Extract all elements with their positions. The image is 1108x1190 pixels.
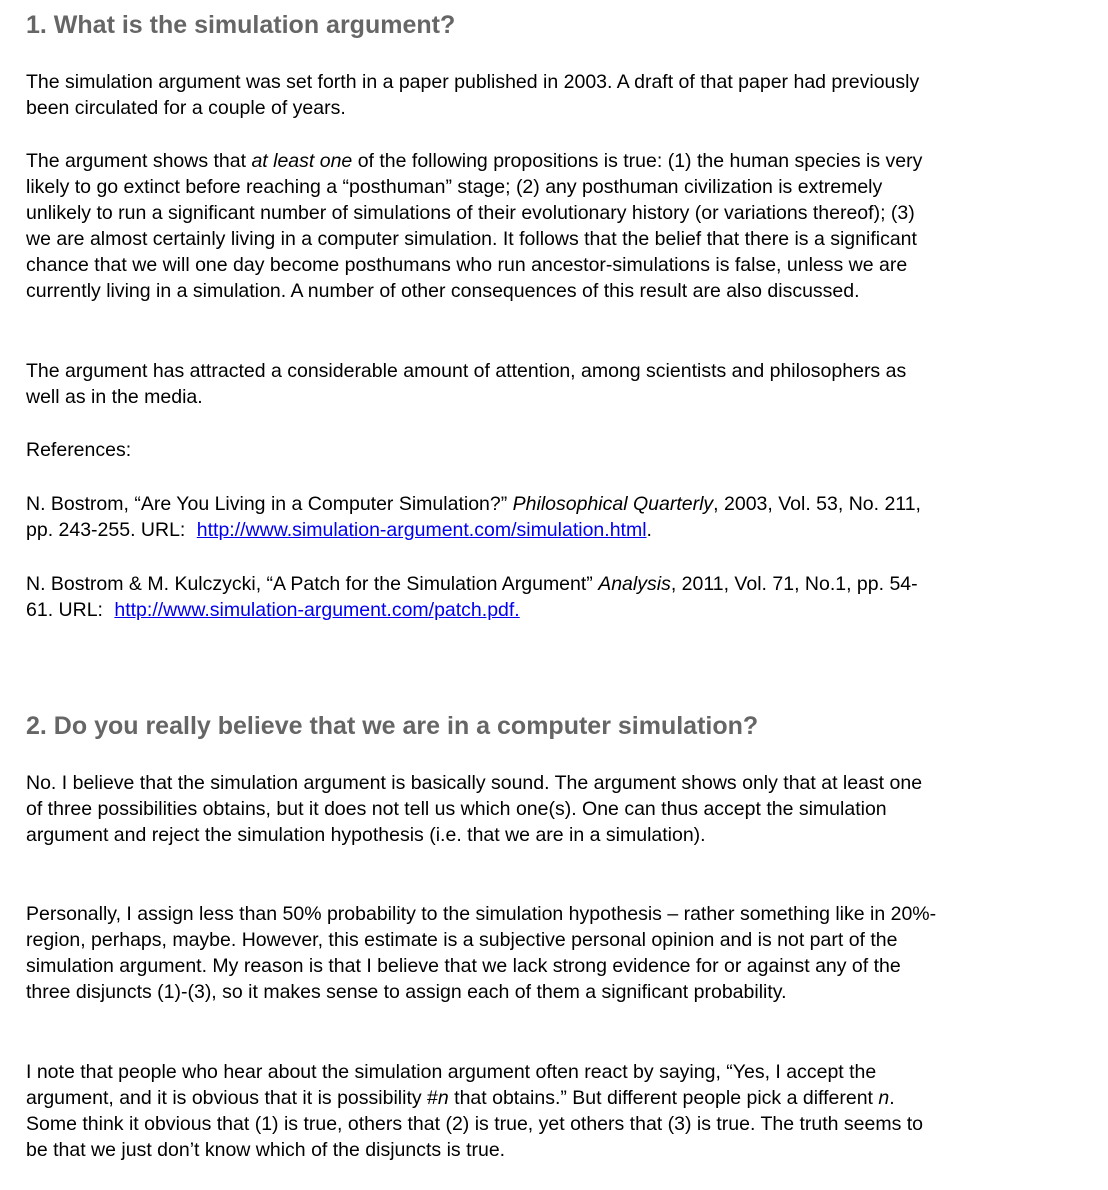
reference-1-link[interactable]: http://www.simulation-argument.com/simulation.html	[196, 519, 647, 541]
section-1-paragraph-3: The argument has attracted a considerable amount of attention, among scientists and philosophers as well as in the media.	[26, 360, 907, 408]
section-1-paragraph-1: The simulation argument was set forth in a paper published in 2003. A draft of that paper had previously been circulated for a couple of years.	[26, 71, 920, 119]
reference-1	[26, 491, 941, 543]
text: .	[646, 519, 652, 541]
text: , 2011, Vol. 71, No.1, pp. 54-61. URL:	[26, 573, 918, 621]
section-2-heading: 2. Do you really believe that we are in a computer simulation?	[26, 712, 759, 740]
emphasis-at-least-one: at least one	[251, 150, 353, 172]
references-label: References:	[26, 439, 132, 461]
section-2-paragraph-2: Personally, I assign less than 50% probability to the simulation hypothesis – rather something like in 20%-region, perhaps, maybe. However, this estimate is a subjective personal opinion and is not part of the simulation argument. My reason is that I believe that we lack strong evidence for or against any of the three disjuncts (1)-(3), so it makes sense to assign each of them a significant probability.	[26, 903, 937, 1003]
text: I note that people who hear about the simulation argument often react by saying, “Yes, I accept the argument, and it is obvious that it is possibility #	[26, 1061, 877, 1109]
emphasis-n: n	[437, 1087, 449, 1109]
journal-title: Analysis	[598, 573, 671, 595]
text: The argument shows that	[26, 150, 252, 172]
text: of the following propositions is true: (1) the human species is very likely to go extinct before reaching a “posthuman” stage; (2) any posthuman civilization is extremely unlikely to run a significant number of simulations of their evolutionary history (or variations thereof); (3) we are almost certainly living in a computer simulation. It follows that the belief that there is a significant chance that we will one day become posthumans who run ancestor-simulations is false, unless we are currently living in a simulation. A number of other consequences of this result are also discussed.	[26, 150, 923, 302]
reference-2-link[interactable]: http://www.simulation-argument.com/patch.pdf.	[114, 599, 520, 621]
reference-2	[26, 571, 941, 623]
text: N. Bostrom, “Are You Living in a Computer Simulation?”	[26, 493, 513, 515]
section-1-heading: 1. What is the simulation argument?	[26, 11, 456, 39]
journal-title: Philosophical Quarterly	[512, 493, 714, 515]
section-2-paragraph-3	[26, 1059, 941, 1163]
text: N. Bostrom & M. Kulczycki, “A Patch for the Simulation Argument”	[26, 573, 599, 595]
text: . Some think it obvious that (1) is true, others that (2) is true, yet others that (3) is true. The truth seems to be that we just don’t know which of the disjuncts is true.	[26, 1087, 924, 1161]
text: , 2003, Vol. 53, No. 211, pp. 243-255. URL:	[26, 493, 921, 541]
emphasis-n: n	[878, 1087, 890, 1109]
section-1-paragraph-2	[26, 148, 941, 304]
section-2-paragraph-1: No. I believe that the simulation argument is basically sound. The argument shows only that at least one of three possibilities obtains, but it does not tell us which one(s). One can thus accept the simulation argument and reject the simulation hypothesis (i.e. that we are in a simulation).	[26, 772, 923, 846]
text: that obtains.” But different people pick a different	[448, 1087, 879, 1109]
